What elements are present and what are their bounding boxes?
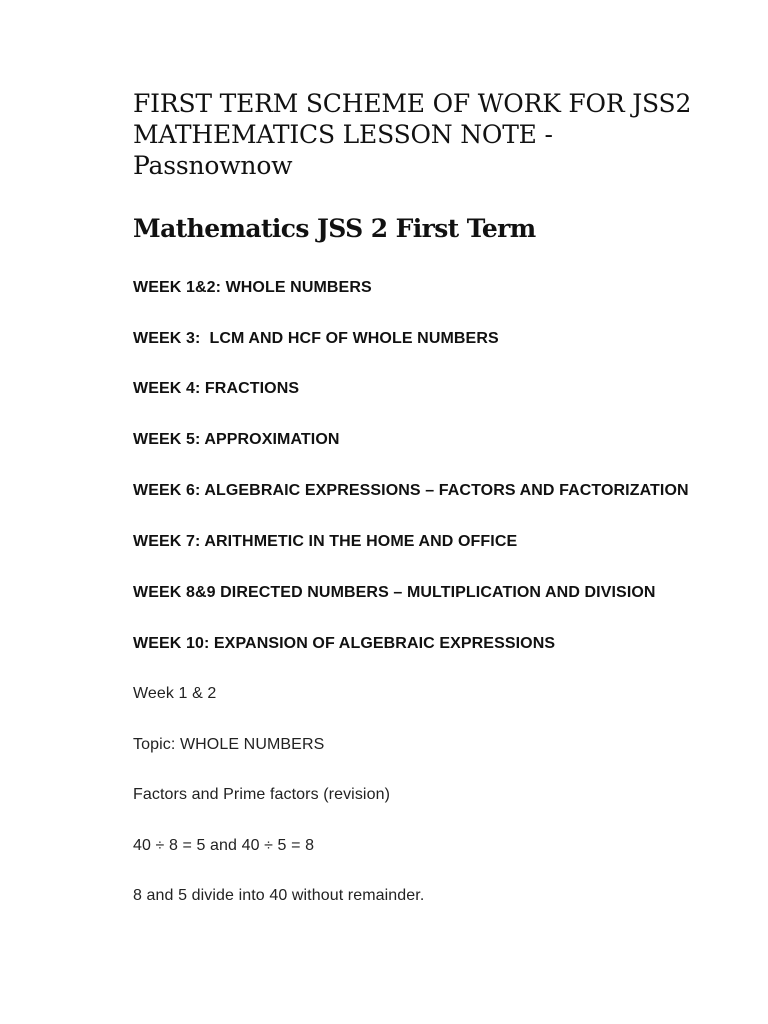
topic-line: Topic: WHOLE NUMBERS — [133, 736, 325, 753]
week-list — [133, 274, 693, 657]
week-item: WEEK 3: LCM AND HCF OF WHOLE NUMBERS — [133, 330, 499, 347]
document-title: FIRST TERM SCHEME OF WORK FOR JSS2 MATHEMATICS LESSON NOTE - Passnownow — [133, 89, 692, 180]
example-line: 40 ÷ 8 = 5 and 40 ÷ 5 = 8 — [133, 837, 315, 854]
week-item: WEEK 5: APPROXIMATION — [133, 431, 340, 448]
document-page — [133, 88, 693, 909]
section-heading: Mathematics JSS 2 First Term — [133, 214, 536, 243]
week-label: Week 1 & 2 — [133, 685, 217, 702]
week-item: WEEK 10: EXPANSION OF ALGEBRAIC EXPRESSIONS — [133, 635, 556, 652]
week-item: WEEK 1&2: WHOLE NUMBERS — [133, 279, 372, 296]
week-item: WEEK 4: FRACTIONS — [133, 380, 300, 397]
explanation-line: 8 and 5 divide into 40 without remainder. — [133, 887, 425, 904]
week-item: WEEK 8&9 DIRECTED NUMBERS – MULTIPLICATION AND DIVISION — [133, 584, 656, 601]
subtopic-line: Factors and Prime factors (revision) — [133, 786, 391, 803]
week-item: WEEK 7: ARITHMETIC IN THE HOME AND OFFICE — [133, 533, 518, 550]
week-item: WEEK 6: ALGEBRAIC EXPRESSIONS – FACTORS AND FACTORIZATION — [133, 482, 689, 499]
